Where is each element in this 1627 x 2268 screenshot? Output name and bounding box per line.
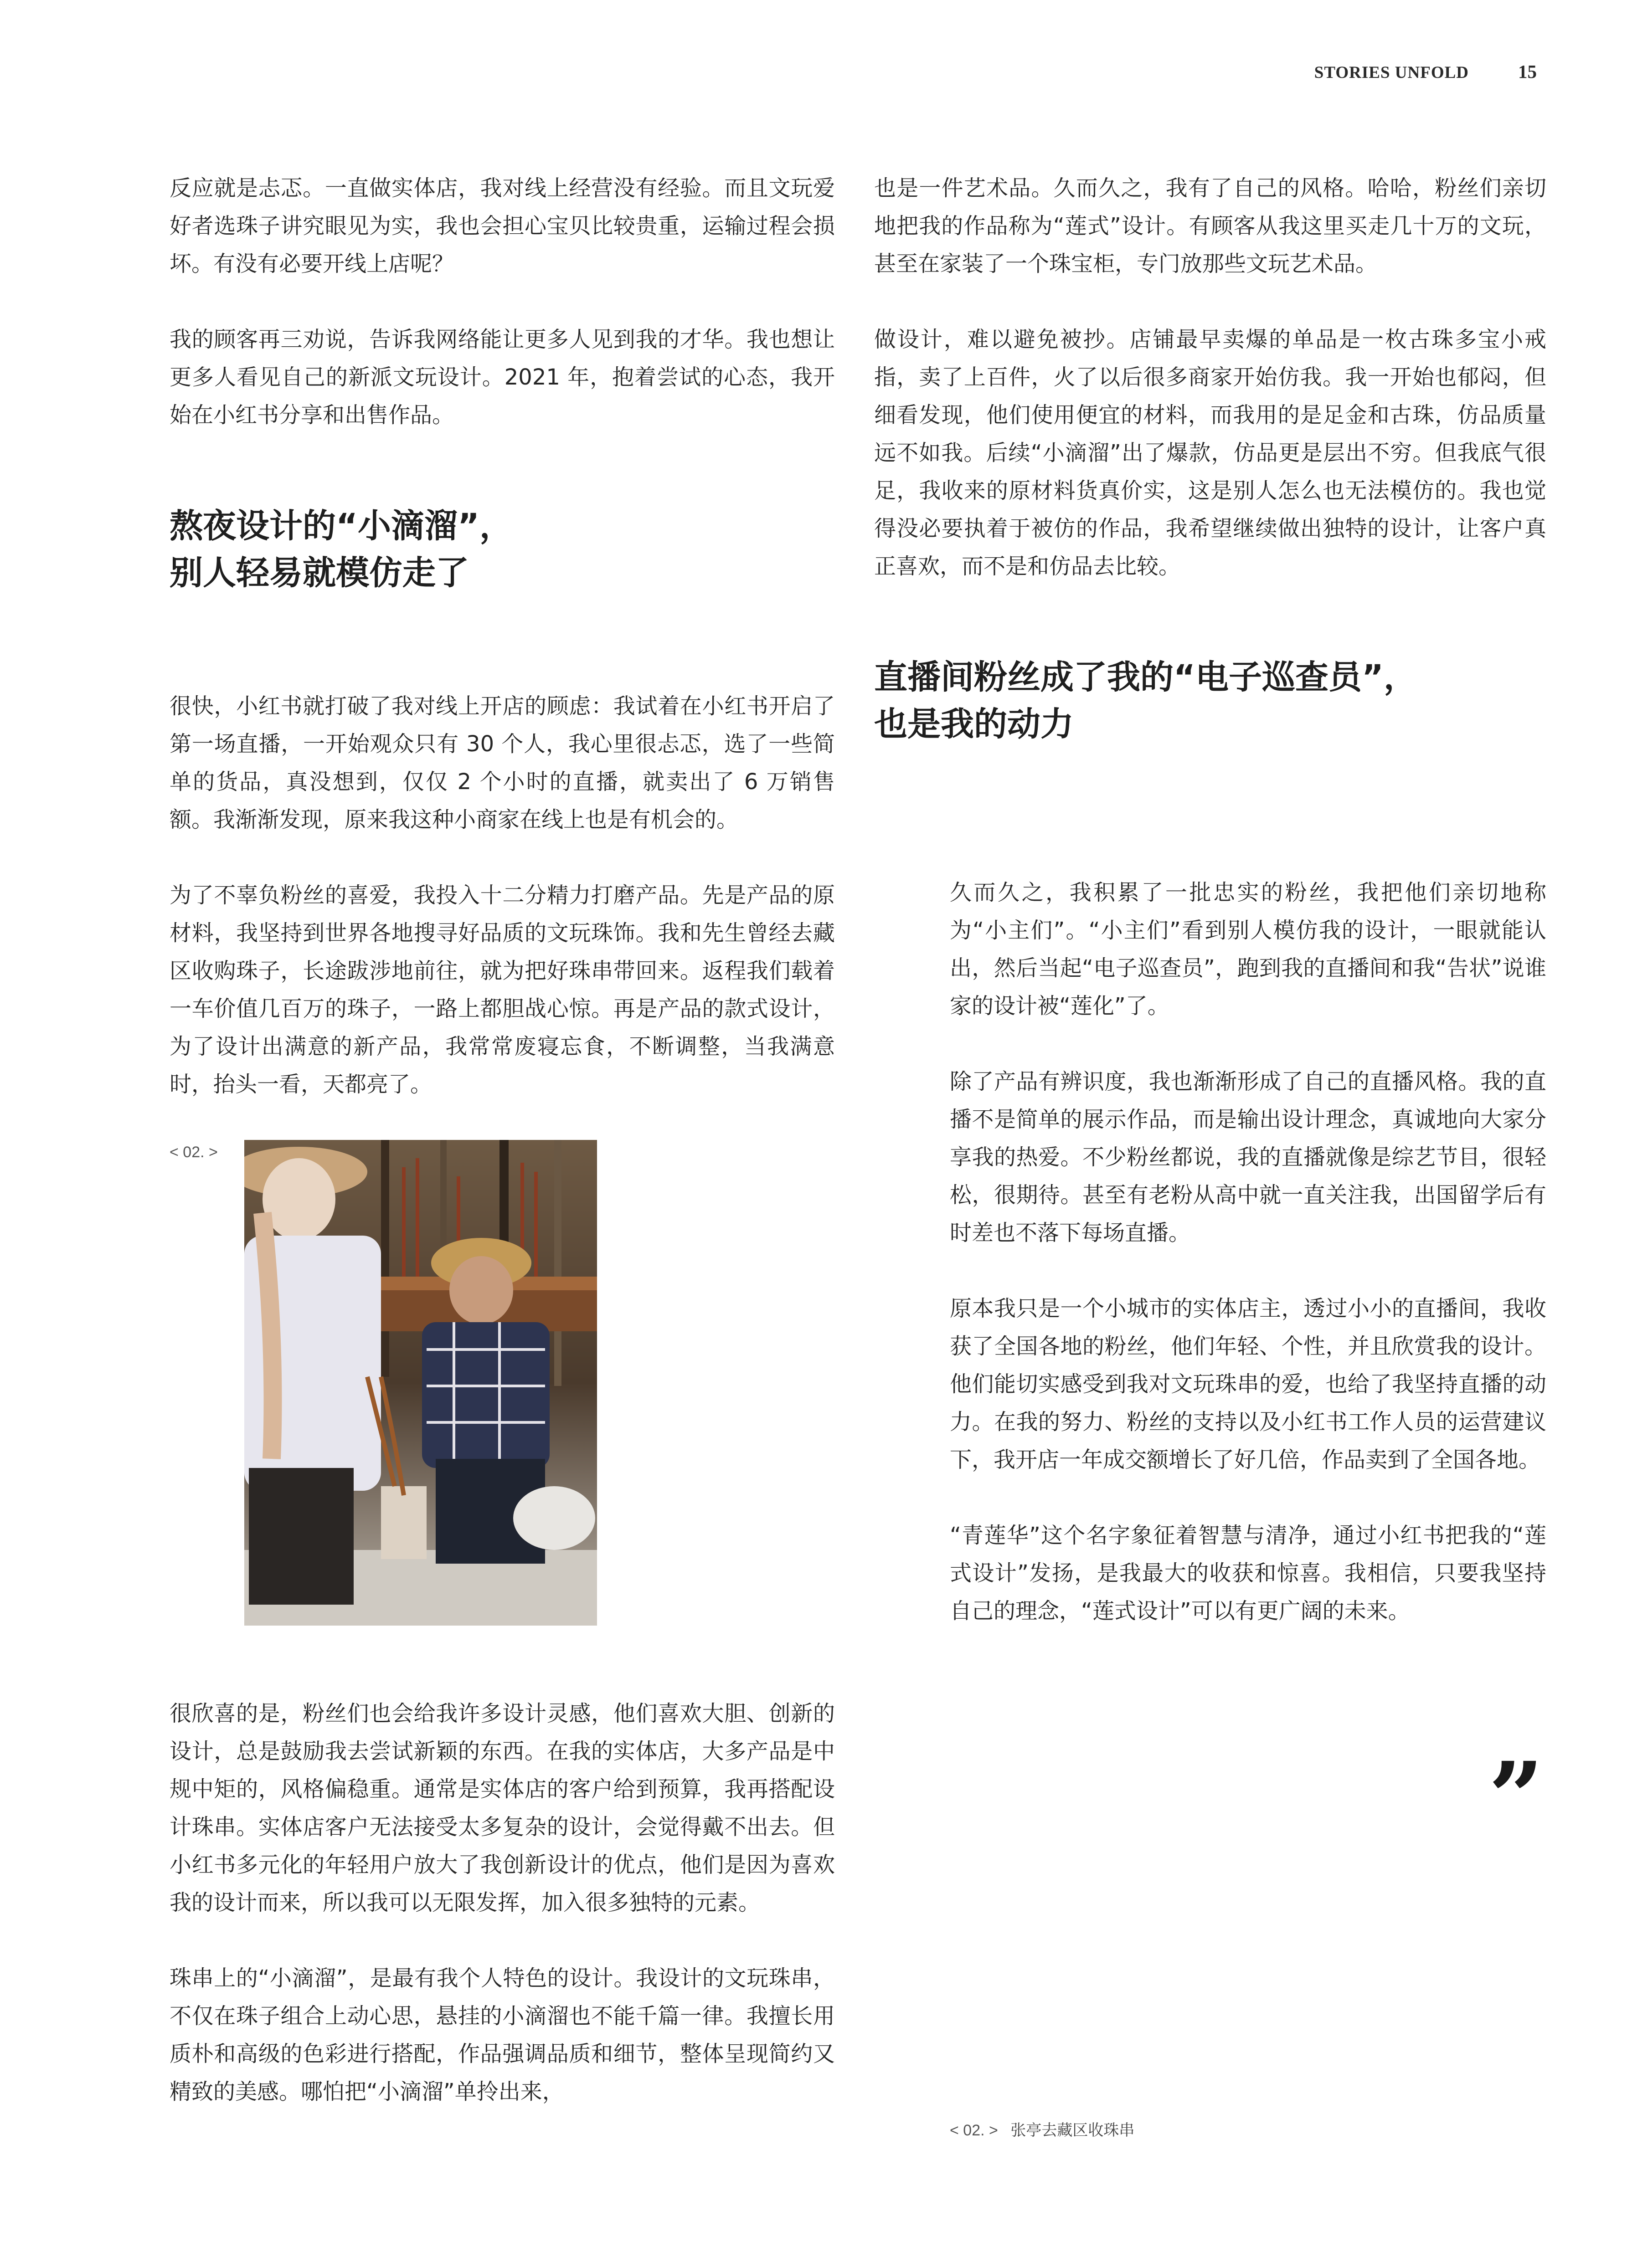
left-subheading-line-1: 熬夜设计的“小滴溜”， [170,507,513,545]
right-column-top [874,169,1546,748]
photo-caption-text: 张亭去藏区收珠串 [1010,2122,1135,2139]
left-paragraph-3: 很快，小红书就打破了我对线上开店的顾虑：我试着在小红书开启了第一场直播，一开始观众只有 30 个人，我心里很忐忑，选了一些简单的货品，真没想到，仅仅 2 个小时的直播，就卖出了 6 万销售额。我渐渐发现，原来我这种小商家在线上也是有机会的。 [170,693,835,832]
page-number: 15 [1518,61,1537,82]
right-paragraph-5: 原本我只是一个小城市的实体店主，透过小小的直播间，我收获了全国各地的粉丝，他们年轻、个性，并且欣赏我的设计。他们能切实感受到我对文玩珠串的爱，也给了我坚持直播的动力。在我的努力、粉丝的支持以及小红书工作人员的运营建议下，我开店一年成交额增长了好几倍，作品卖到了全国各地。 [950,1296,1546,1473]
photo-caption [950,2118,1134,2140]
left-paragraph-1: 反应就是忐忑。一直做实体店，我对线上经营没有经验。而且文玩爱好者选珠子讲究眼见为实，我也会担心宝贝比较贵重，运输过程会损坏。有没有必要开线上店呢？ [170,175,835,277]
right-column-indented [950,874,1546,1668]
left-column-top [170,169,835,1141]
closing-quote-mark: ” [1488,1741,1544,1853]
photo-caption-tag: < 02. > [950,2122,998,2139]
right-paragraph-4: 除了产品有辨识度，我也渐渐形成了自己的直播风格。我的直播不是简单的展示作品，而是输出设计理念，真诚地向大家分享我的热爱。不少粉丝都说，我的直播就像是综艺节目，很轻松，很期待。甚至有老粉从高中就一直关注我，出国留学后有时差也不落下每场直播。 [950,1069,1546,1246]
left-paragraph-6: 珠串上的“小滴溜”，是最有我个人特色的设计。我设计的文玩珠串，不仅在珠子组合上动心思，悬挂的小滴溜也不能千篇一律。我擅长用质朴和高级的色彩进行搭配，作品强调品质和细节，整体呈现简约又精致的美感。哪怕把“小滴溜”单拎出来， [170,1965,835,2104]
photo-tag: < 02. > [170,1144,218,1161]
section-title: STORIES UNFOLD [1314,63,1469,82]
right-subheading-line-1: 直播间粉丝成了我的“电子巡查员”， [874,658,1417,697]
left-paragraph-2: 我的顾客再三劝说，告诉我网络能让更多人见到我的才华。我也想让更多人看见自己的新派文玩设计。2021 年，抱着尝试的心态，我开始在小红书分享和出售作品。 [170,327,835,428]
right-paragraph-1: 也是一件艺术品。久而久之，我有了自己的风格。哈哈，粉丝们亲切地把我的作品称为“莲式”设计。有顾客从我这里买走几十万的文玩，甚至在家装了一个珠宝柜，专门放那些文玩艺术品。 [874,175,1546,277]
right-paragraph-3: 久而久之，我积累了一批忠实的粉丝，我把他们亲切地称为“小主们”。“小主们”看到别人模仿我的设计，一眼就能认出，然后当起“电子巡查员”，跑到我的直播间和我“告状”说谁家的设计被“莲化”了。 [950,880,1546,1019]
right-paragraph-2: 做设计，难以避免被抄。店铺最早卖爆的单品是一枚古珠多宝小戒指，卖了上百件，火了以后很多商家开始仿我。我一开始也郁闷，但细看发现，他们使用便宜的材料，而我用的是足金和古珠，仿品质量远不如我。后续“小滴溜”出了爆款，仿品更是层出不穷。但我底气很足，我收来的原材料货真价实，这是别人怎么也无法模仿的。我也觉得没必要执着于被仿的作品，我希望继续做出独特的设计，让客户真正喜欢，而不是和仿品去比较。 [874,327,1546,579]
right-subheading-line-2: 也是我的动力 [874,705,1074,744]
right-subheading [874,654,1546,748]
photo-illustration [244,1140,597,1626]
left-paragraph-5: 很欣喜的是，粉丝们也会给我许多设计灵感，他们喜欢大胆、创新的设计，总是鼓励我去尝试新颖的东西。在我的实体店，大多产品是中规中矩的，风格偏稳重。通常是实体店的客户给到预算，我再搭配设计珠串。实体店客户无法接受太多复杂的设计，会觉得戴不出去。但小红书多元化的年轻用户放大了我创新设计的优点，他们是因为喜欢我的设计而来，所以我可以无限发挥，加入很多独特的元素。 [170,1701,835,1915]
left-column-bottom [170,1695,835,2149]
left-paragraph-4: 为了不辜负粉丝的喜爱，我投入十二分精力打磨产品。先是产品的原材料，我坚持到世界各地搜寻好品质的文玩珠饰。我和先生曾经去藏区收购珠子，长途跋涉地前往，就为把好珠串带回来。返程我们载着一车价值几百万的珠子，一路上都胆战心惊。再是产品的款式设计，为了设计出满意的新产品，我常常废寝忘食，不断调整，当我满意时，抬头一看，天都亮了。 [170,883,835,1097]
right-paragraph-6: “青莲华”这个名字象征着智慧与清净，通过小红书把我的“莲式设计”发扬，是我最大的收获和惊喜。我相信，只要我坚持自己的理念，“莲式设计”可以有更广阔的未来。 [950,1523,1546,1624]
photo-woman-and-vendor [244,1140,597,1626]
left-subheading [170,503,835,596]
running-header [1314,61,1537,82]
left-subheading-line-2: 别人轻易就模仿走了 [170,554,469,592]
